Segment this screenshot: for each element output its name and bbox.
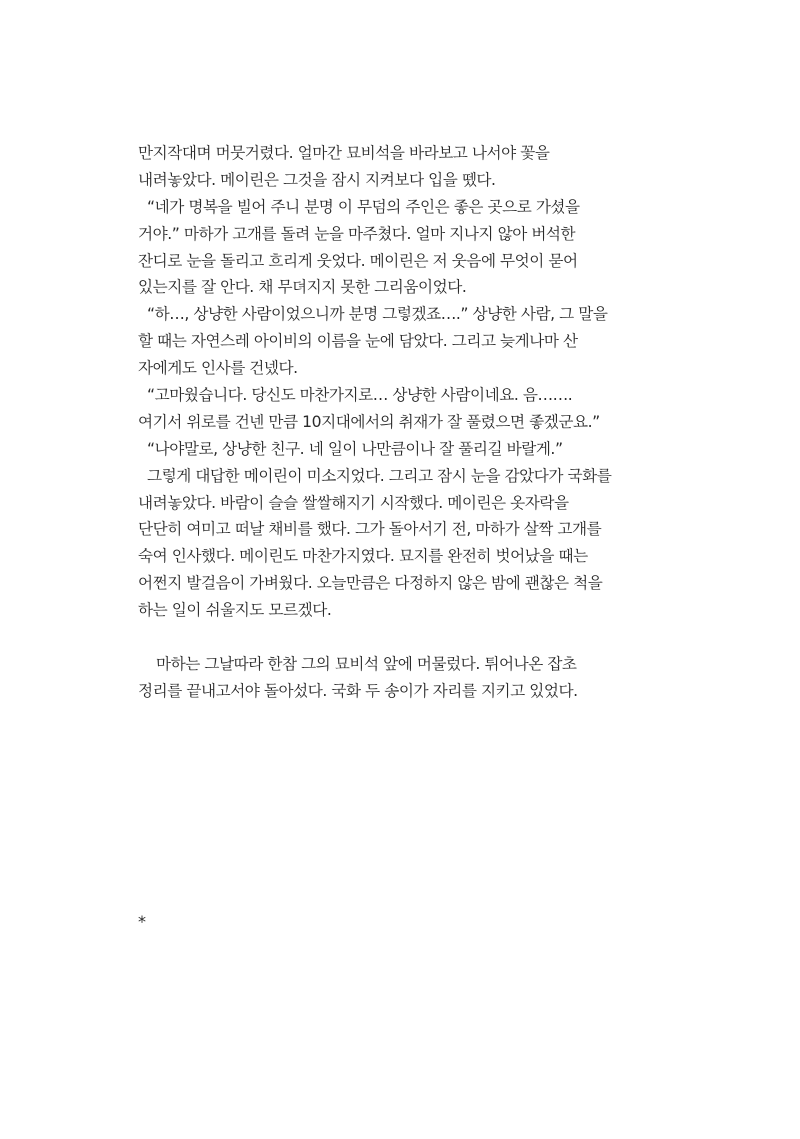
text-line: 하는 일이 쉬울지도 모르겠다. — [138, 601, 332, 620]
text-line: 만지작대며 머뭇거렸다. 얼마간 묘비석을 바라보고 나서야 꽃을 — [138, 144, 550, 162]
text-line: “나야말로, 상냥한 친구. 네 일이 나만큼이나 잘 풀리길 바랄게.” — [138, 439, 563, 458]
text-line: 어쩐지 발걸음이 가벼웠다. 오늘만큼은 다정하지 않은 밤에 괜찮은 척을 — [138, 574, 603, 593]
body-text — [138, 140, 668, 705]
text-line: 내려놓았다. 메이린은 그것을 잠시 지켜보다 입을 뗐다. — [138, 170, 496, 189]
text-line: 그렇게 대답한 메이린이 미소지었다. 그리고 잠시 눈을 감았다가 국화를 — [138, 466, 612, 485]
paragraph-spacer — [138, 624, 668, 651]
text-line: 숙여 인사했다. 메이린도 마찬가지였다. 묘지를 완전히 벗어났을 때는 — [138, 547, 588, 566]
text-line: 거야.” 마하가 고개를 돌려 눈을 마주쳤다. 얼마 지나지 않아 버석한 — [138, 224, 576, 243]
text-line: 내려놓았다. 바람이 슬슬 쌀쌀해지기 시작했다. 메이린은 옷자락을 — [138, 493, 569, 512]
text-line: 정리를 끝내고서야 돌아섰다. 국화 두 송이가 자리를 지키고 있었다. — [138, 681, 578, 700]
text-line: 있는지를 잘 안다. 채 무뎌지지 못한 그리움이었다. — [138, 278, 467, 297]
text-line: 여기서 위로를 건넨 만큼 10지대에서의 취재가 잘 풀렸으면 좋겠군요.” — [138, 412, 600, 431]
text-line: 단단히 여미고 떠날 채비를 했다. 그가 돌아서기 전, 마하가 살짝 고개를 — [138, 520, 602, 539]
paragraph-2 — [138, 651, 668, 705]
text-line: “하…, 상냥한 사람이었으니까 분명 그렇겠죠….” 상냥한 사람, 그 말을 — [138, 305, 608, 324]
text-line: 할 때는 자연스레 아이비의 이름을 눈에 담았다. 그리고 늦게나마 산 — [138, 332, 578, 351]
text-line: “고마웠습니다. 당신도 마찬가지로… 상냥한 사람이네요. 음……. — [138, 386, 573, 405]
paragraph-1 — [138, 140, 668, 624]
section-break-mark: * — [138, 912, 146, 931]
text-line: 자에게도 인사를 건넸다. — [138, 359, 298, 378]
text-line: 마하는 그날따라 한참 그의 묘비석 앞에 머물렀다. 튀어나온 잡초 — [138, 655, 577, 674]
text-line: “네가 명복을 빌어 주니 분명 이 무덤의 주인은 좋은 곳으로 가셨을 — [138, 197, 580, 216]
text-line: 잔디로 눈을 돌리고 흐리게 웃었다. 메이린은 저 웃음에 무엇이 묻어 — [138, 251, 578, 270]
